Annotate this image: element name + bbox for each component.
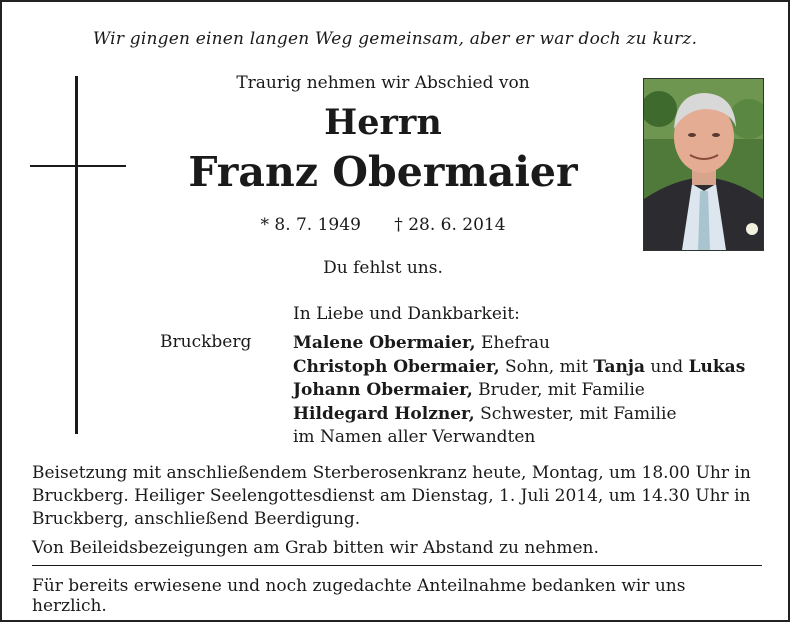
intro-text: Traurig nehmen wir Abschied von bbox=[236, 73, 530, 93]
funeral-details bbox=[32, 462, 762, 566]
condolence-text: Von Beileidsbezeigungen am Grab bitten wir Abstand zu nehmen. bbox=[32, 538, 599, 558]
farewell-line: Du fehlst uns. bbox=[323, 258, 443, 278]
mourner-name: Malene Obermaier, bbox=[293, 333, 476, 353]
mourner-relation: Schwester, mit Familie bbox=[474, 403, 677, 424]
mourner-name: Lukas bbox=[688, 356, 746, 377]
mourner-line bbox=[293, 332, 745, 356]
residence-place: Bruckberg bbox=[160, 332, 252, 352]
motto: Wir gingen einen langen Weg gemeinsam, aber er war doch zu kurz. bbox=[92, 29, 698, 49]
mourner-line: im Namen aller Verwandten bbox=[293, 427, 536, 447]
deceased-name: Franz Obermaier bbox=[188, 148, 578, 196]
mourner-line bbox=[293, 356, 745, 380]
divider bbox=[32, 565, 762, 566]
funeral-text: Beisetzung mit anschließendem Sterberosenkranz heute, Montag, um 18.00 Uhr in Bruckberg. Heiliger Seelengottesdienst am Dienstag, 1. Juli 2014, um 14.30 Uhr in Bruckberg, anschließend Beerdigung. bbox=[32, 463, 751, 529]
mourner-connector: und bbox=[645, 356, 689, 377]
mourner-name: Johann Obermaier, bbox=[293, 380, 473, 400]
mourner-line bbox=[293, 379, 745, 403]
mourner-name: Tanja bbox=[593, 356, 645, 377]
mourner-name: Christoph Obermaier, bbox=[293, 356, 500, 377]
birth-date: * 8. 7. 1949 bbox=[260, 215, 361, 235]
mourner-name: Hildegard Holzner, bbox=[293, 403, 475, 424]
mourner-relation: Ehefrau bbox=[475, 333, 550, 353]
gratitude-heading: In Liebe und Dankbarkeit: bbox=[293, 304, 520, 324]
portrait-photo bbox=[643, 78, 764, 251]
mourners-list bbox=[293, 332, 745, 450]
mourner-relation: Bruder, mit Familie bbox=[472, 380, 645, 400]
death-date: † 28. 6. 2014 bbox=[394, 215, 506, 235]
thanks-text: Für bereits erwiesene und noch zugedachte Anteilnahme bedanken wir uns herzlich. bbox=[32, 576, 686, 616]
salutation: Herrn bbox=[324, 102, 442, 143]
mourner-relation: Sohn, mit bbox=[499, 356, 594, 377]
mourner-line bbox=[293, 403, 745, 427]
